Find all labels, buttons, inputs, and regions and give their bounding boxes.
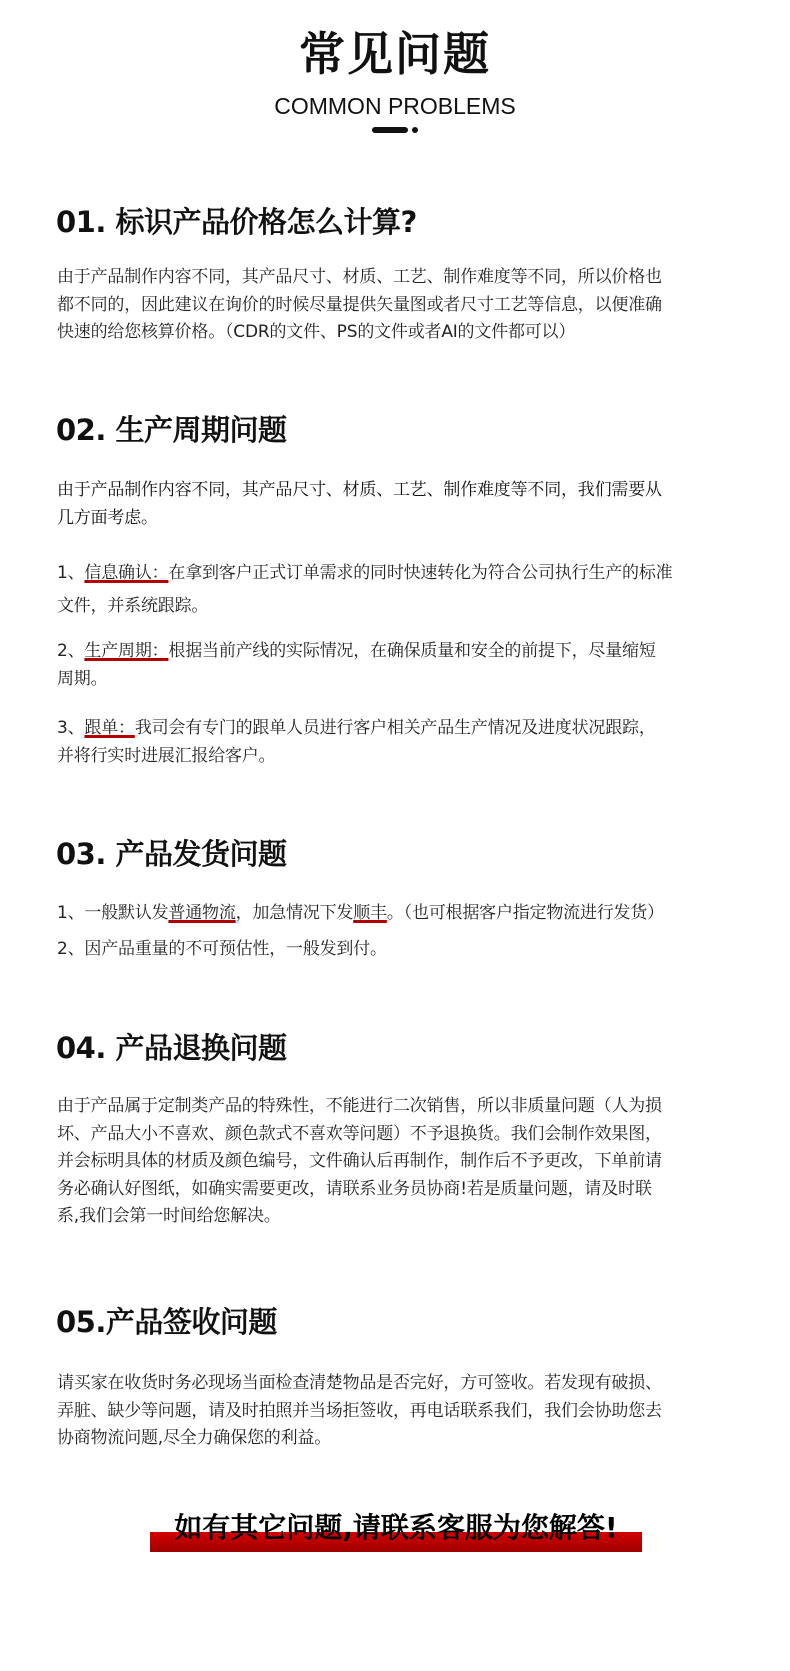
- item-text-line2: 周期。: [57, 669, 108, 689]
- section-body-01: [57, 264, 737, 347]
- section-body-04: [57, 1093, 737, 1231]
- item-text: ，加急情况下发: [235, 903, 354, 923]
- list-item-production-cycle: [57, 637, 737, 693]
- item-text: 。（也可根据客户指定物流进行发货）: [386, 903, 664, 923]
- list-item-order-tracking: [57, 714, 737, 770]
- item-keyword-sf-express: 顺丰: [353, 903, 387, 923]
- banner-text: 如有其它问题,请联系客服为您解答!: [174, 1511, 618, 1544]
- item-prefix: 1、: [57, 563, 85, 583]
- body-line: 请买家在收货时务必现场当面检查清楚物品是否完好，方可签收。若发现有破损、: [57, 1373, 662, 1393]
- section-heading-01: 01. 标识产品价格怎么计算?: [56, 205, 417, 239]
- item-text-line2: 并将行实时进展汇报给客户。: [57, 746, 276, 766]
- body-line: 由于产品制作内容不同，其产品尺寸、材质、工艺、制作难度等不同，所以价格也: [57, 267, 662, 287]
- item-text: 在拿到客户正式订单需求的同时快速转化为符合公司执行生产的标准: [168, 563, 673, 583]
- body-line: 弄脏、缺少等问题，请及时拍照并当场拒签收，再电话联系我们，我们会协助您去: [57, 1400, 662, 1421]
- item-keyword: 跟单：: [84, 718, 135, 738]
- page-title: 常见问题: [299, 27, 491, 81]
- item-keyword-standard-logistics: 普通物流: [168, 903, 236, 923]
- item-text: 我司会有专门的跟单人员进行客户相关产品生产情况及进度状况跟踪，: [134, 718, 656, 738]
- item-text: 2、因产品重量的不可预估性，一般发到付。: [57, 939, 387, 959]
- body-line: 由于产品属于定制类产品的特殊性，不能进行二次销售，所以非质量问题（人为损: [57, 1096, 662, 1116]
- item-text-line2: 文件，并系统跟踪。: [57, 596, 209, 616]
- section-heading-02: 02. 生产周期问题: [56, 413, 287, 447]
- body-line: 快速的给您核算价格。（CDR的文件、PS的文件或者AI的文件都可以）: [57, 322, 576, 342]
- page-subtitle: COMMON PROBLEMS: [274, 93, 516, 119]
- contact-banner: [150, 1510, 642, 1552]
- item-prefix: 2、: [57, 641, 85, 661]
- section-heading-05: 05.产品签收问题: [56, 1305, 277, 1339]
- section-intro-02: [57, 477, 737, 532]
- body-line: 坏、产品大小不喜欢、颜色款式不喜欢等问题）不予退换货。我们会制作效果图，: [57, 1123, 662, 1144]
- body-line: 由于产品制作内容不同，其产品尺寸、材质、工艺、制作难度等不同，我们需要从: [57, 480, 662, 500]
- divider-bar: [372, 127, 408, 133]
- shipping-item-1: [57, 899, 737, 927]
- body-line: 务必确认好图纸，如确实需要更改，请联系业务员协商!若是质量问题，请及时联: [57, 1178, 652, 1199]
- section-body-05: [57, 1370, 737, 1453]
- shipping-item-2: [57, 935, 737, 963]
- title-divider: [372, 127, 422, 133]
- section-heading-04: 04. 产品退换问题: [56, 1031, 287, 1065]
- item-text: 根据当前产线的实际情况，在确保质量和安全的前提下，尽量缩短: [168, 641, 656, 661]
- item-text: 1、一般默认发: [57, 903, 169, 923]
- body-line: 协商物流问题,尽全力确保您的利益。: [57, 1428, 332, 1448]
- item-keyword: 信息确认：: [84, 563, 169, 583]
- body-line: 几方面考虑。: [57, 507, 158, 528]
- item-keyword: 生产周期：: [84, 641, 169, 661]
- body-line: 并会标明具体的材质及颜色编号，文件确认后再制作，制作后不予更改，下单前请: [57, 1151, 662, 1171]
- body-line: 系,我们会第一时间给您解决。: [57, 1206, 281, 1226]
- section-heading-03: 03. 产品发货问题: [56, 837, 287, 871]
- body-line: 都不同的，因此建议在询价的时候尽量提供矢量图或者尺寸工艺等信息，以便准确: [57, 294, 662, 315]
- divider-dot: [412, 127, 418, 133]
- item-prefix: 3、: [57, 718, 85, 738]
- list-item-info-confirm: [57, 559, 737, 620]
